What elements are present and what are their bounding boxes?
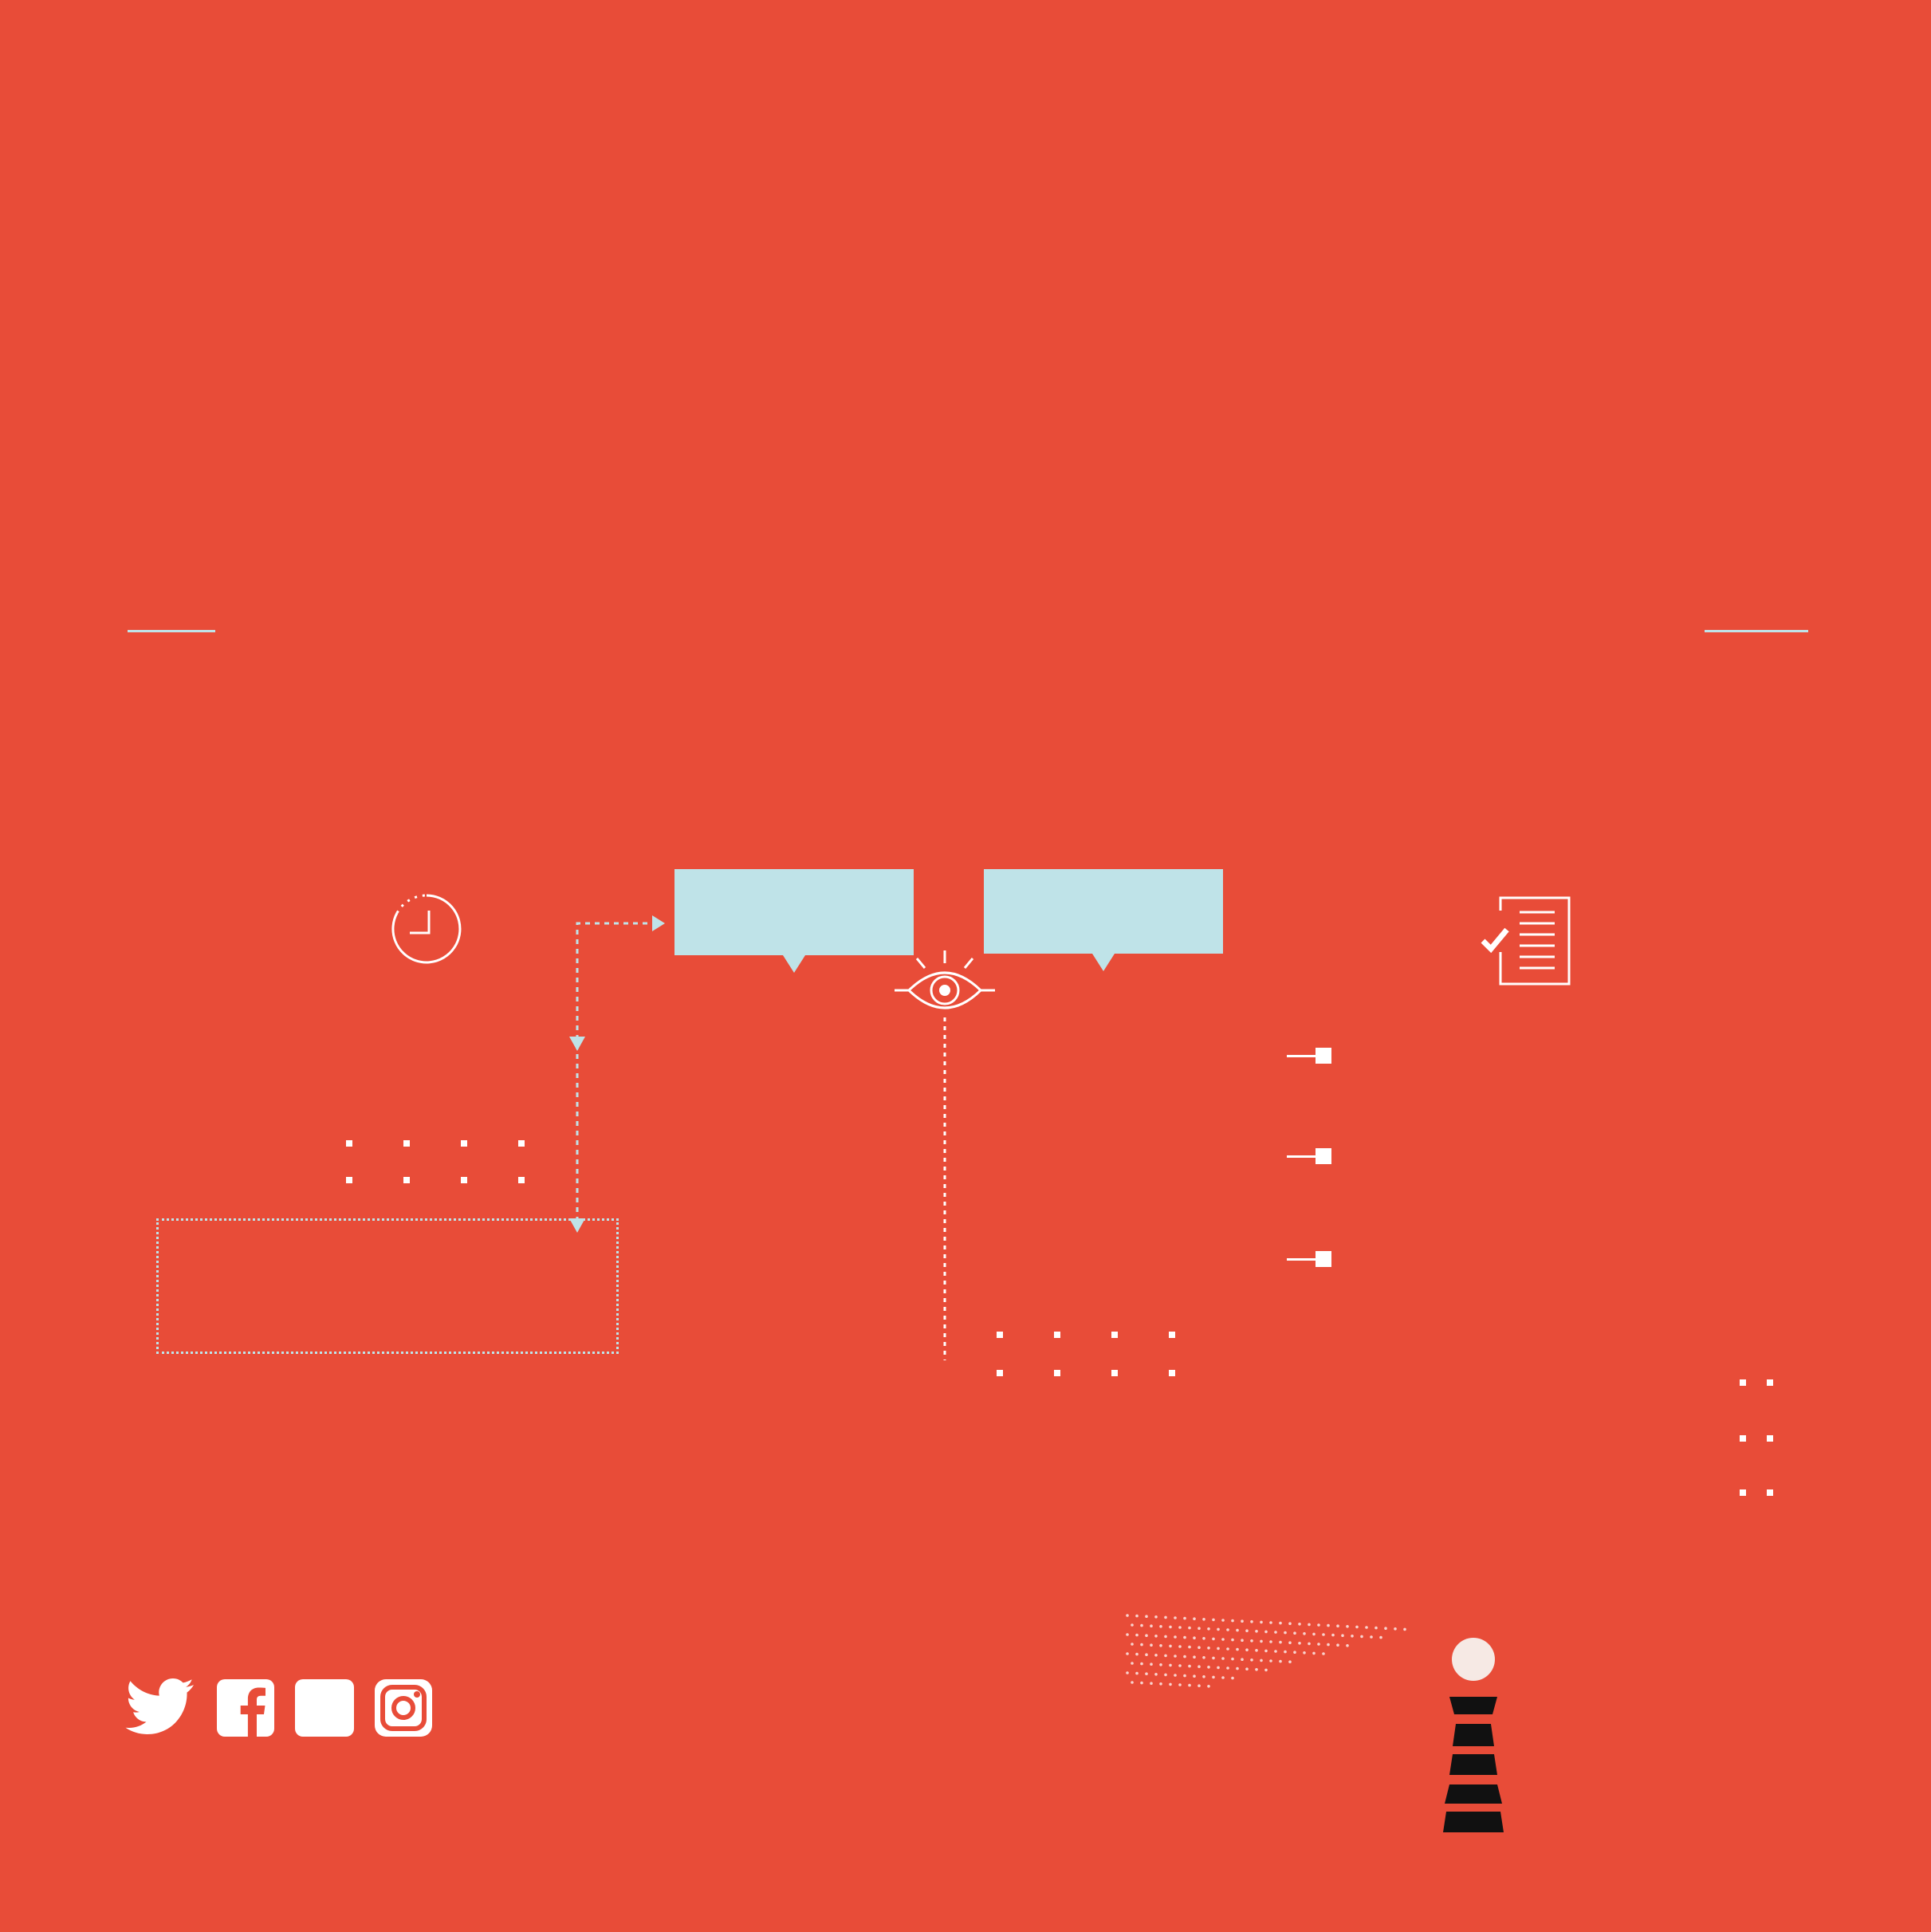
- logo-dot: [1264, 1669, 1268, 1672]
- logo-dot: [1322, 1633, 1325, 1636]
- logo-dot: [1260, 1659, 1263, 1662]
- logo-dot: [1322, 1652, 1325, 1655]
- logo-dot: [1207, 1666, 1210, 1669]
- logo-dot: [1140, 1624, 1143, 1627]
- logo-dot: [1135, 1672, 1139, 1675]
- logo-dot: [1202, 1675, 1205, 1678]
- logo-dot: [1169, 1683, 1172, 1686]
- logo-dot: [1131, 1681, 1134, 1684]
- logo-dot: [1379, 1636, 1382, 1639]
- logo-dot: [1231, 1619, 1234, 1623]
- logo-dot: [1327, 1624, 1330, 1627]
- logo-dot: [1351, 1635, 1354, 1638]
- logo-dot: [1183, 1636, 1186, 1639]
- logo-dot: [1154, 1635, 1158, 1638]
- tag-pointer: [783, 955, 805, 973]
- logo-dot: [1140, 1662, 1143, 1666]
- logo-dot: [1341, 1634, 1344, 1637]
- logo-dot: [1284, 1651, 1287, 1654]
- logo-dot: [1169, 1664, 1172, 1667]
- logo-dot: [1207, 1627, 1210, 1631]
- youtube-logo-top: [295, 1679, 354, 1682]
- logo-dot: [1164, 1655, 1167, 1658]
- logo-dot: [1198, 1665, 1201, 1668]
- logo-dot: [1135, 1634, 1139, 1637]
- logo-dot: [1231, 1677, 1234, 1680]
- logo-dot: [1279, 1660, 1282, 1663]
- logo-dot: [1241, 1639, 1244, 1642]
- logo-dot: [1131, 1623, 1134, 1627]
- logo-dot: [1308, 1623, 1311, 1627]
- logo-dot: [1303, 1632, 1306, 1635]
- logo-dot: [1250, 1659, 1253, 1662]
- logo-dot: [1159, 1663, 1162, 1666]
- logo-dot: [1293, 1651, 1296, 1654]
- outcome-bullet-2: [1287, 1148, 1331, 1164]
- logo-dot: [1226, 1628, 1229, 1631]
- eye-icon: [893, 947, 997, 1025]
- logo-dot: [1217, 1628, 1220, 1631]
- logo-dot-pattern: [1124, 1609, 1427, 1705]
- logo-dot: [1202, 1656, 1205, 1659]
- logo-dot: [1183, 1655, 1186, 1659]
- logo-dot: [1169, 1645, 1172, 1648]
- logo-dot: [1217, 1666, 1220, 1670]
- logo-dot: [1150, 1682, 1153, 1685]
- logo-dot: [1384, 1627, 1387, 1630]
- clock-icon: [389, 891, 464, 966]
- logo-dot: [1169, 1626, 1172, 1629]
- youtube-icon[interactable]: [295, 1679, 354, 1737]
- page-title: [0, 171, 1931, 269]
- logo-dot: [1274, 1650, 1277, 1653]
- logo-dot: [1126, 1614, 1129, 1617]
- logo-dot: [1250, 1620, 1253, 1623]
- logo-dot: [1217, 1647, 1220, 1651]
- heading-rule-left: [128, 630, 215, 632]
- logo-dot: [1212, 1676, 1215, 1679]
- logo-dot: [1312, 1652, 1316, 1655]
- logo-dot: [1221, 1619, 1225, 1622]
- logo-dot: [1264, 1631, 1268, 1634]
- logo-dot: [1236, 1629, 1239, 1632]
- logo-dot: [1164, 1635, 1167, 1639]
- logo-dot: [1336, 1643, 1339, 1647]
- logo-dot: [1269, 1621, 1272, 1624]
- logo-dot: [1355, 1626, 1359, 1629]
- measurement-coefficient-tag: [674, 869, 914, 955]
- logo-dot: [1145, 1615, 1148, 1618]
- logo-dot: [1264, 1650, 1268, 1653]
- logo-dot: [1140, 1682, 1143, 1685]
- logo-dot: [1145, 1672, 1148, 1675]
- logo-dot: [1135, 1653, 1139, 1656]
- logo-dot: [1126, 1671, 1129, 1674]
- logo-dot: [1245, 1648, 1249, 1651]
- tag-pointer: [1092, 954, 1115, 971]
- logo-dot: [1212, 1638, 1215, 1641]
- logo-dot: [1183, 1674, 1186, 1678]
- logo-dot: [1288, 1622, 1292, 1625]
- logo-dot: [1279, 1641, 1282, 1644]
- logo-dot: [1135, 1615, 1139, 1618]
- checklist-icon: [1480, 895, 1572, 987]
- logo-dot: [1212, 1619, 1215, 1622]
- logo-dot: [1279, 1622, 1282, 1625]
- logo-dot: [1370, 1635, 1373, 1639]
- logo-dot: [1288, 1641, 1292, 1644]
- outcome-bullet-3: [1287, 1251, 1331, 1267]
- divider-line: [942, 1017, 947, 1360]
- logo-dot: [1188, 1627, 1191, 1630]
- logo-dot: [1150, 1643, 1153, 1647]
- logo-dot: [1312, 1633, 1316, 1636]
- logo-dot: [1140, 1643, 1143, 1647]
- logo-dot: [1236, 1667, 1239, 1670]
- logo-dot: [1236, 1648, 1239, 1651]
- logo-dot: [1231, 1658, 1234, 1661]
- logo-dot: [1193, 1617, 1196, 1620]
- pollutants-note: [156, 1218, 619, 1354]
- logo-dot: [1327, 1643, 1330, 1647]
- target-group-tag: [984, 869, 1223, 954]
- logo-dot: [1226, 1666, 1229, 1670]
- logo-dot: [1221, 1657, 1225, 1660]
- logo-dot: [1178, 1683, 1182, 1686]
- logo-dot: [1183, 1617, 1186, 1620]
- logo-dot: [1260, 1640, 1263, 1643]
- logo-dot: [1178, 1626, 1182, 1629]
- logo-dot: [1174, 1635, 1177, 1639]
- current-status-dots: [335, 1132, 542, 1188]
- logo-dot: [1403, 1628, 1406, 1631]
- logo-dot: [1188, 1665, 1191, 1668]
- logo-dot: [1331, 1634, 1335, 1637]
- logo-dot: [1360, 1635, 1363, 1639]
- logo-dot: [1255, 1649, 1258, 1652]
- outcome-bullet-1: [1287, 1048, 1331, 1064]
- logo-dot: [1145, 1634, 1148, 1637]
- logo-dot: [1145, 1653, 1148, 1656]
- logo-dot: [1193, 1674, 1196, 1678]
- logo-dot: [1317, 1643, 1320, 1646]
- logo-dot: [1231, 1639, 1234, 1642]
- logo-dot: [1126, 1633, 1129, 1636]
- section-heading: [128, 582, 1808, 670]
- logo-dot: [1159, 1644, 1162, 1647]
- logo-dot: [1269, 1659, 1272, 1662]
- logo-dot: [1154, 1673, 1158, 1676]
- logo-dot: [1188, 1646, 1191, 1649]
- logo-dot: [1159, 1682, 1162, 1686]
- connector-arrow: [558, 909, 670, 1236]
- logo-dot: [1212, 1657, 1215, 1660]
- logo-dot: [1178, 1645, 1182, 1648]
- logo-dot: [1365, 1626, 1368, 1629]
- logo-dot: [1346, 1644, 1349, 1647]
- logo-dot: [1126, 1652, 1129, 1655]
- logo-dot: [1298, 1623, 1301, 1626]
- logo-dot: [1274, 1631, 1277, 1634]
- logo-dot: [1245, 1629, 1249, 1632]
- logo-dot: [1188, 1684, 1191, 1687]
- logo-dot: [1241, 1619, 1244, 1623]
- twitter-icon[interactable]: [124, 1678, 195, 1737]
- logo-dot: [1346, 1625, 1349, 1628]
- logo-dot: [1193, 1655, 1196, 1659]
- logo-dot: [1260, 1621, 1263, 1624]
- lighthouse-logo-icon: [1440, 1635, 1507, 1842]
- logo-dot: [1221, 1638, 1225, 1641]
- logo-dot: [1159, 1625, 1162, 1628]
- logo-dot: [1154, 1615, 1158, 1619]
- logo-dot: [1293, 1631, 1296, 1635]
- logo-dot: [1207, 1647, 1210, 1650]
- logo-dot: [1207, 1685, 1210, 1688]
- logo-dot: [1198, 1627, 1201, 1630]
- logo-dot: [1198, 1646, 1201, 1649]
- logo-dot: [1131, 1643, 1134, 1646]
- logo-dot: [1317, 1623, 1320, 1627]
- logo-dot: [1336, 1624, 1339, 1627]
- logo-dot: [1394, 1627, 1397, 1631]
- logo-dot: [1221, 1676, 1225, 1679]
- logo-dot: [1174, 1674, 1177, 1677]
- logo-dot: [1193, 1636, 1196, 1639]
- logo-dot: [1303, 1651, 1306, 1655]
- logo-dot: [1298, 1642, 1301, 1645]
- logo-dot: [1164, 1674, 1167, 1677]
- reward-dots: [1732, 1373, 1783, 1504]
- target-group-dots: [989, 1324, 1180, 1384]
- logo-dot: [1284, 1631, 1287, 1635]
- logo-dot: [1255, 1630, 1258, 1633]
- logo-dot: [1308, 1643, 1311, 1646]
- logo-dot: [1202, 1618, 1205, 1621]
- logo-dot: [1288, 1660, 1292, 1663]
- logo-dot: [1375, 1627, 1378, 1630]
- logo-dot: [1150, 1662, 1153, 1666]
- logo-dot: [1131, 1662, 1134, 1665]
- logo-dot: [1174, 1616, 1177, 1619]
- logo-dot: [1178, 1664, 1182, 1667]
- heading-rule-right: [1705, 630, 1808, 632]
- logo-dot: [1202, 1637, 1205, 1640]
- facebook-icon[interactable]: [217, 1679, 274, 1737]
- logo-dot: [1255, 1668, 1258, 1671]
- logo-dot: [1174, 1655, 1177, 1658]
- logo-dot: [1226, 1647, 1229, 1651]
- logo-dot: [1245, 1667, 1249, 1670]
- logo-dot: [1241, 1658, 1244, 1661]
- logo-dot: [1250, 1639, 1253, 1643]
- logo-dot: [1154, 1654, 1158, 1657]
- logo-dot: [1269, 1640, 1272, 1643]
- instagram-icon[interactable]: [375, 1679, 432, 1737]
- logo-dot: [1150, 1624, 1153, 1627]
- logo-dot: [1164, 1616, 1167, 1619]
- logo-dot: [1198, 1684, 1201, 1687]
